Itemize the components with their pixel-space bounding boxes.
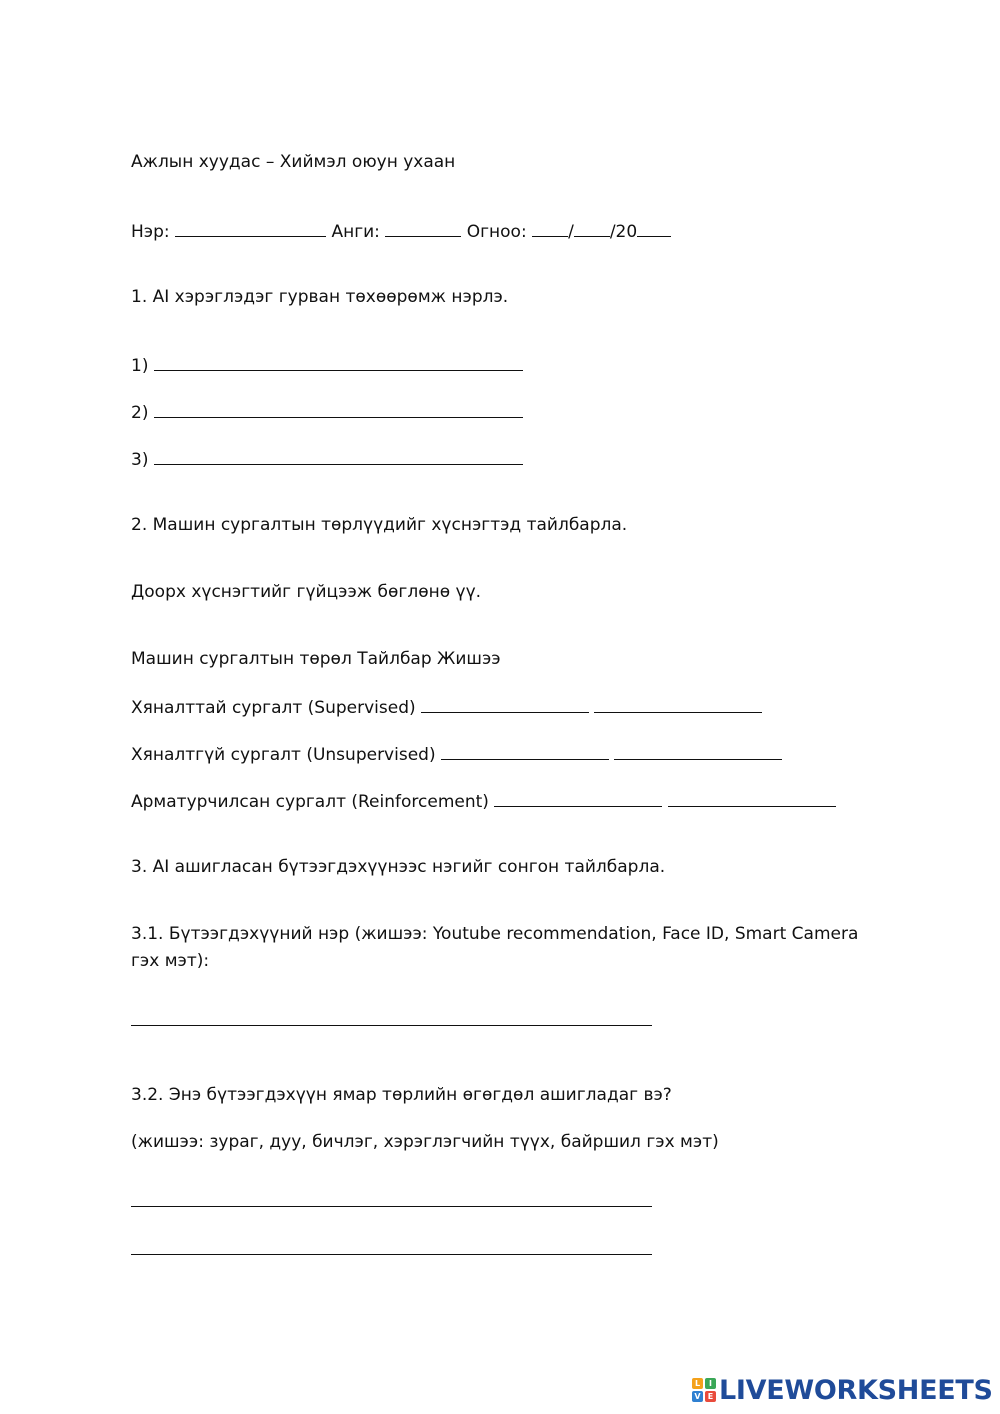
- answer-1-row: [131, 354, 523, 376]
- answer-number: 3): [131, 450, 149, 470]
- answer-number: 1): [131, 356, 149, 376]
- logo-tile: V: [692, 1391, 703, 1402]
- page-title: Ажлын хуудас – Хиймэл оюун ухаан: [131, 152, 456, 172]
- table-header: Машин сургалтын төрөл Тайлбар Жишээ: [131, 649, 501, 669]
- description-blank[interactable]: [441, 743, 609, 760]
- class-label: Анги:: [331, 222, 380, 242]
- date-month-blank[interactable]: [574, 220, 610, 237]
- name-label: Нэр:: [131, 222, 170, 242]
- logo-tiles-icon: [692, 1378, 716, 1402]
- answer-3-1-line[interactable]: [131, 1025, 652, 1026]
- answer-number: 2): [131, 403, 149, 423]
- date-day-blank[interactable]: [532, 220, 568, 237]
- logo-tile: L: [692, 1378, 703, 1389]
- answer-2-row: [131, 401, 523, 423]
- date-separator: /: [568, 222, 574, 242]
- answer-2-blank[interactable]: [154, 401, 523, 418]
- question-2-instruction: Доорх хүснэгтийг гүйцээж бөглөнө үү.: [131, 582, 482, 602]
- ml-type-label: Хяналттай сургалт (Supervised): [131, 698, 416, 718]
- answer-3-2-line-1[interactable]: [131, 1206, 652, 1207]
- student-info-row: [131, 220, 671, 242]
- example-blank[interactable]: [614, 743, 782, 760]
- logo-text: LIVEWORKSHEETS: [719, 1374, 993, 1406]
- liveworksheets-logo: [692, 1373, 993, 1407]
- answer-3-row: [131, 448, 523, 470]
- question-3: 3. AI ашигласан бүтээгдэхүүнээс нэгийг сонгон тайлбарла.: [131, 857, 666, 877]
- question-1: 1. AI хэрэглэдэг гурван төхөөрөмж нэрлэ.: [131, 287, 509, 307]
- example-blank[interactable]: [594, 696, 762, 713]
- question-3-1: 3.1. Бүтээгдэхүүний нэр (жишээ: Youtube recommendation, Face ID, Smart Camera гэх мэт):: [131, 924, 859, 971]
- question-3-2: 3.2. Энэ бүтээгдэхүүн ямар төрлийн өгөгдөл ашигладаг вэ?: [131, 1085, 672, 1105]
- name-blank[interactable]: [175, 220, 326, 237]
- example-blank[interactable]: [668, 790, 836, 807]
- date-year-blank[interactable]: [637, 220, 671, 237]
- table-row: [131, 790, 836, 812]
- answer-3-blank[interactable]: [154, 448, 523, 465]
- table-row: [131, 696, 762, 718]
- date-year-prefix: /20: [609, 222, 638, 242]
- description-blank[interactable]: [494, 790, 662, 807]
- answer-1-blank[interactable]: [154, 354, 523, 371]
- ml-type-label: Арматурчилсан сургалт (Reinforcement): [131, 792, 489, 812]
- logo-tile: E: [705, 1391, 716, 1402]
- logo-tile: I: [705, 1378, 716, 1389]
- question-2: 2. Машин сургалтын төрлүүдийг хүснэгтэд тайлбарла.: [131, 515, 628, 535]
- description-blank[interactable]: [421, 696, 589, 713]
- question-3-2-example: (жишээ: зураг, дуу, бичлэг, хэрэглэгчийн түүх, байршил гэх мэт): [131, 1132, 719, 1152]
- class-blank[interactable]: [385, 220, 461, 237]
- table-row: [131, 743, 782, 765]
- answer-3-2-line-2[interactable]: [131, 1254, 652, 1255]
- ml-type-label: Хяналтгүй сургалт (Unsupervised): [131, 745, 436, 765]
- date-label: Огноо:: [466, 222, 527, 242]
